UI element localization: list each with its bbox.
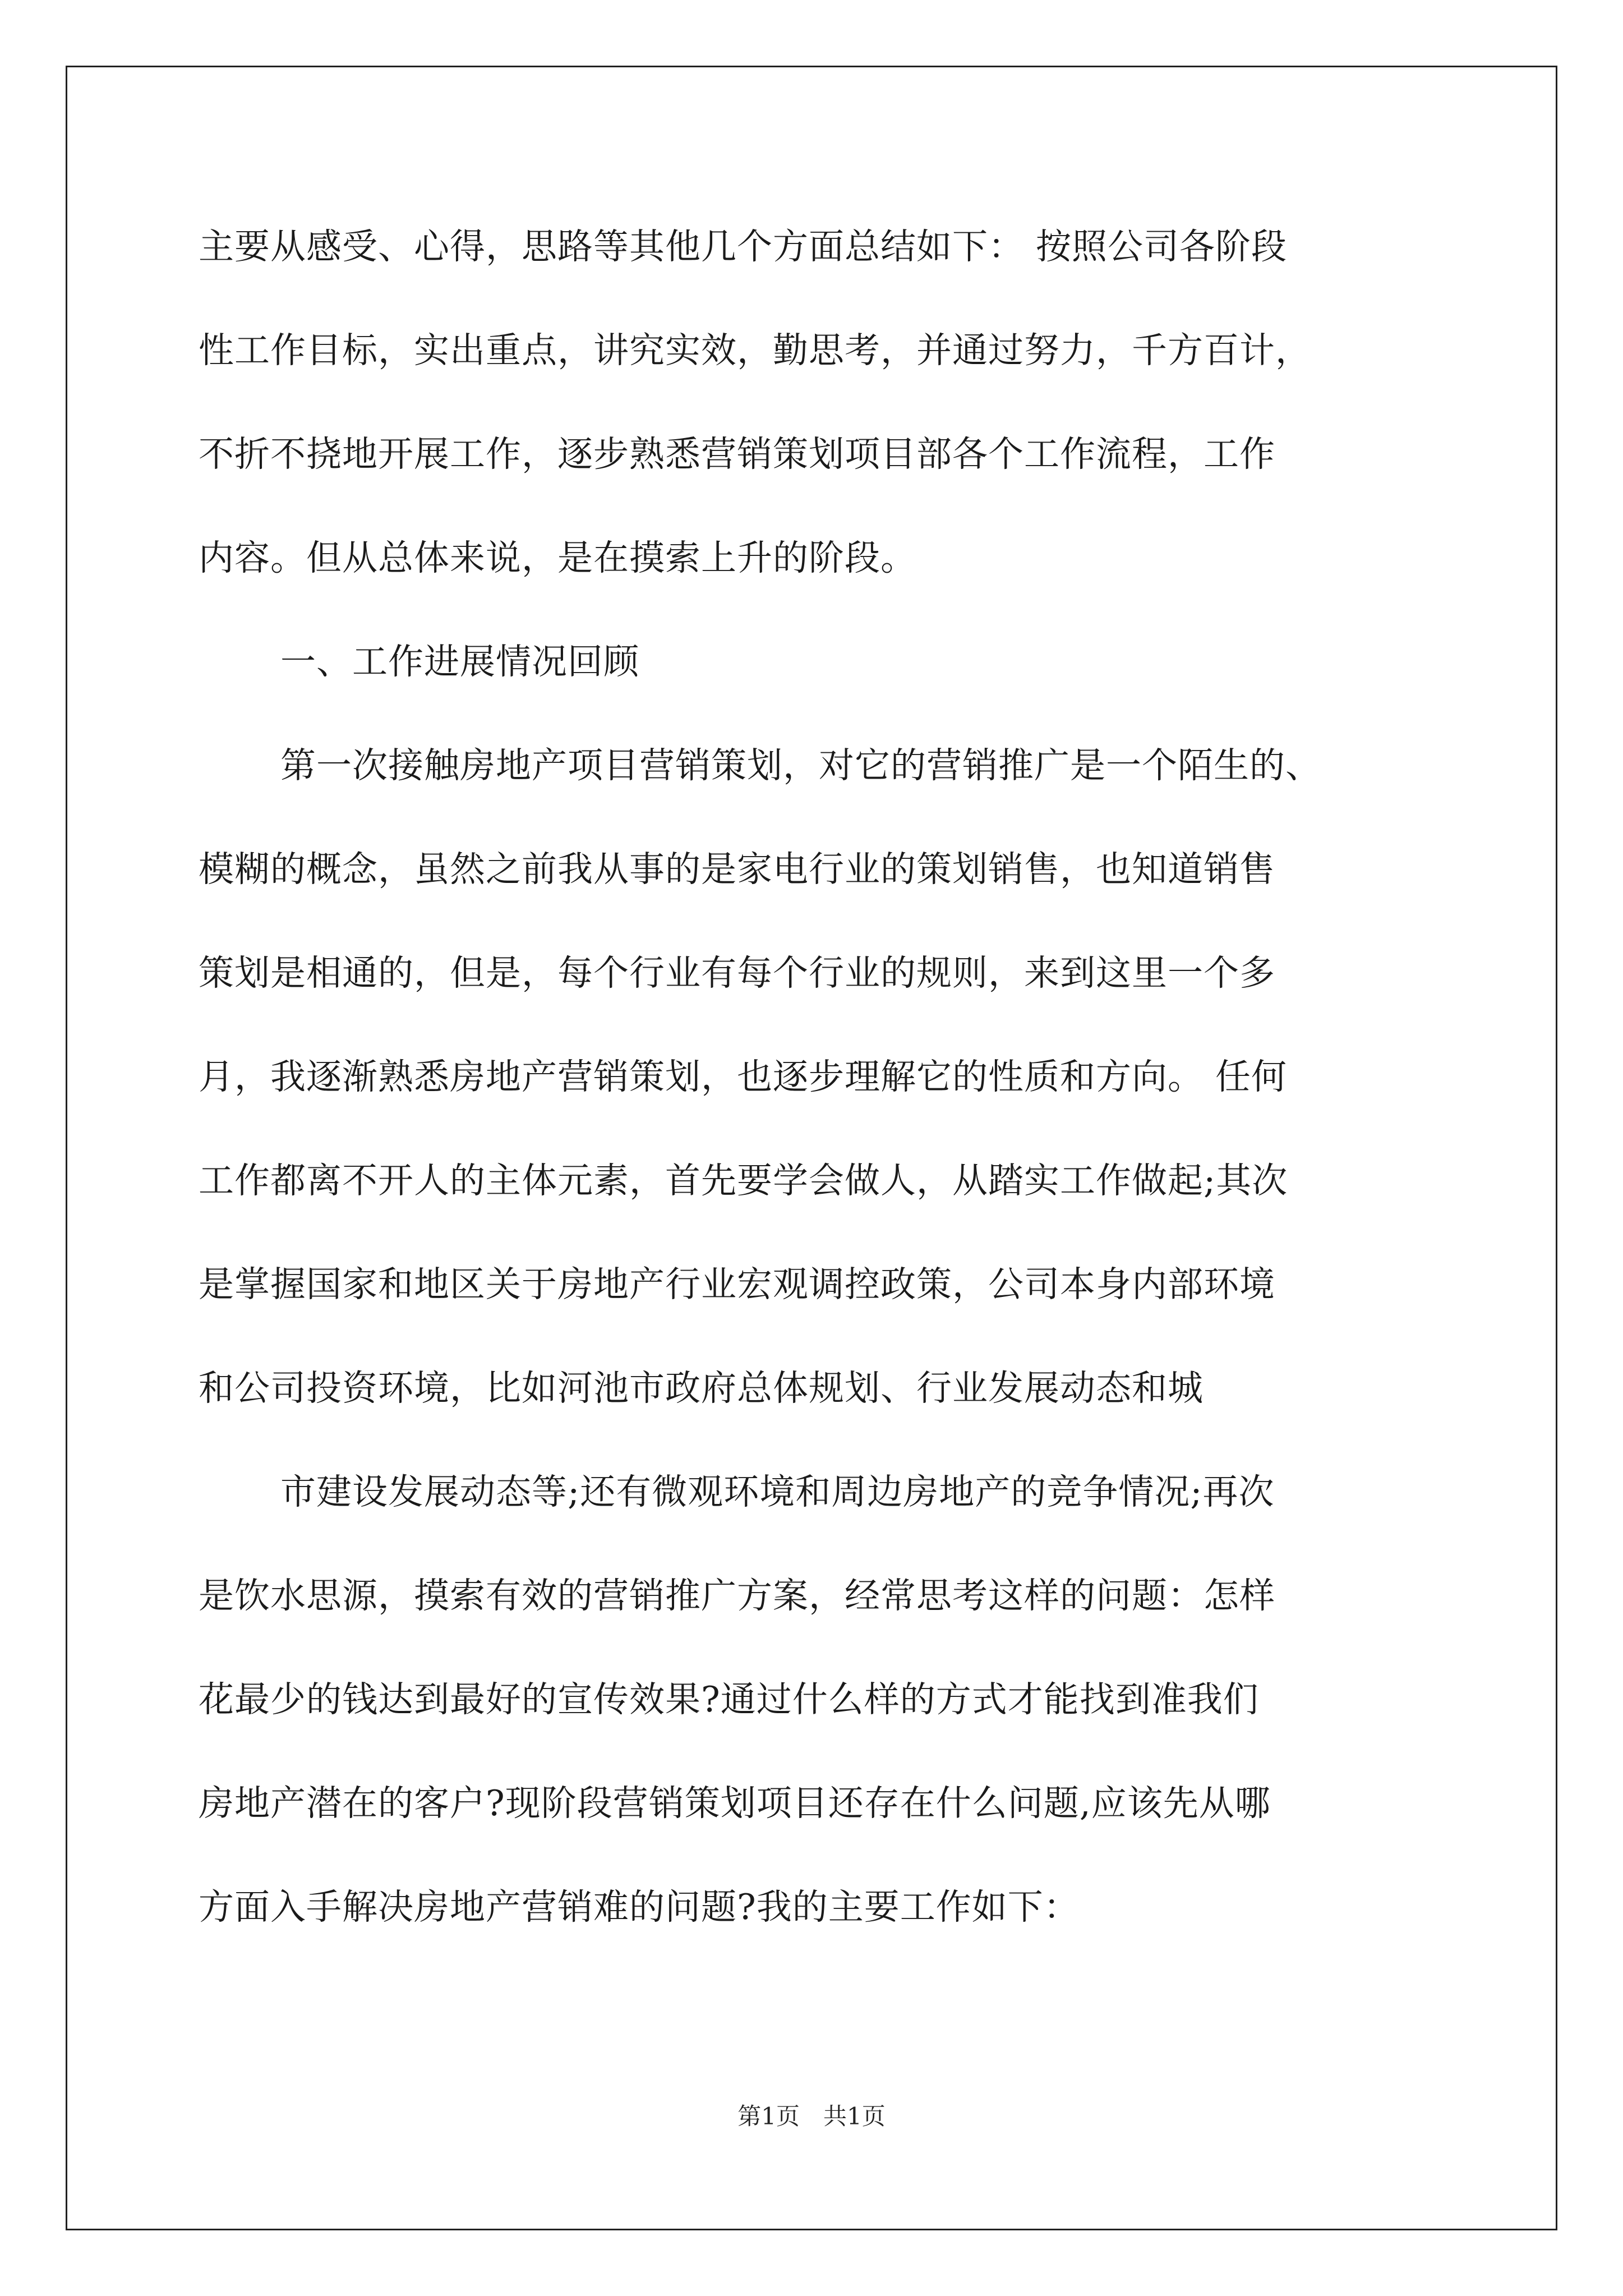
page-footer: 第1页 共1页 bbox=[737, 2102, 886, 2130]
text-line: 性工作目标，实出重点，讲究实效，勤思考，并通过努力，千方百计， bbox=[199, 330, 1311, 371]
text-line: 策划是相通的，但是，每个行业有每个行业的规则，来到这里一个多 bbox=[199, 953, 1275, 993]
text-line: 是掌握国家和地区关于房地产行业宏观调控政策，公司本身内部环境 bbox=[199, 1264, 1275, 1305]
text-line: 月，我逐渐熟悉房地产营销策划，也逐步理解它的性质和方向。 任何 bbox=[199, 1056, 1288, 1097]
text-line: 内容。但从总体来说，是在摸索上升的阶段。 bbox=[199, 537, 916, 578]
text-line: 模糊的概念，虽然之前我从事的是家电行业的策划销售，也知道销售 bbox=[199, 849, 1275, 890]
text-line: 第一次接触房地产项目营销策划，对它的营销推广是一个陌生的、 bbox=[280, 745, 1321, 786]
text-line: 不折不挠地开展工作，逐步熟悉营销策划项目部各个工作流程，工作 bbox=[199, 434, 1275, 475]
text-line: 方面入手解决房地产营销难的问题?我的主要工作如下： bbox=[199, 1887, 1080, 1927]
text-line: 市建设发展动态等;还有微观环境和周边房地产的竞争情况;再次 bbox=[280, 1471, 1275, 1512]
text-line: 和公司投资环境，比如河池市政府总体规划、行业发展动态和城 bbox=[199, 1368, 1204, 1409]
section-heading: 一、工作进展情况回顾 bbox=[280, 641, 639, 682]
text-line: 是饮水思源，摸索有效的营销推广方案，经常思考这样的问题：怎样 bbox=[199, 1575, 1275, 1616]
text-line: 花最少的钱达到最好的宣传效果?通过什么样的方式才能找到准我们 bbox=[199, 1679, 1259, 1720]
text-line: 房地产潜在的客户?现阶段营销策划项目还存在什么问题,应该先从哪 bbox=[199, 1783, 1271, 1824]
text-line: 主要从感受、心得，思路等其他几个方面总结如下： 按照公司各阶段 bbox=[199, 226, 1288, 267]
text-line: 工作都离不开人的主体元素，首先要学会做人，从踏实工作做起;其次 bbox=[199, 1160, 1288, 1201]
